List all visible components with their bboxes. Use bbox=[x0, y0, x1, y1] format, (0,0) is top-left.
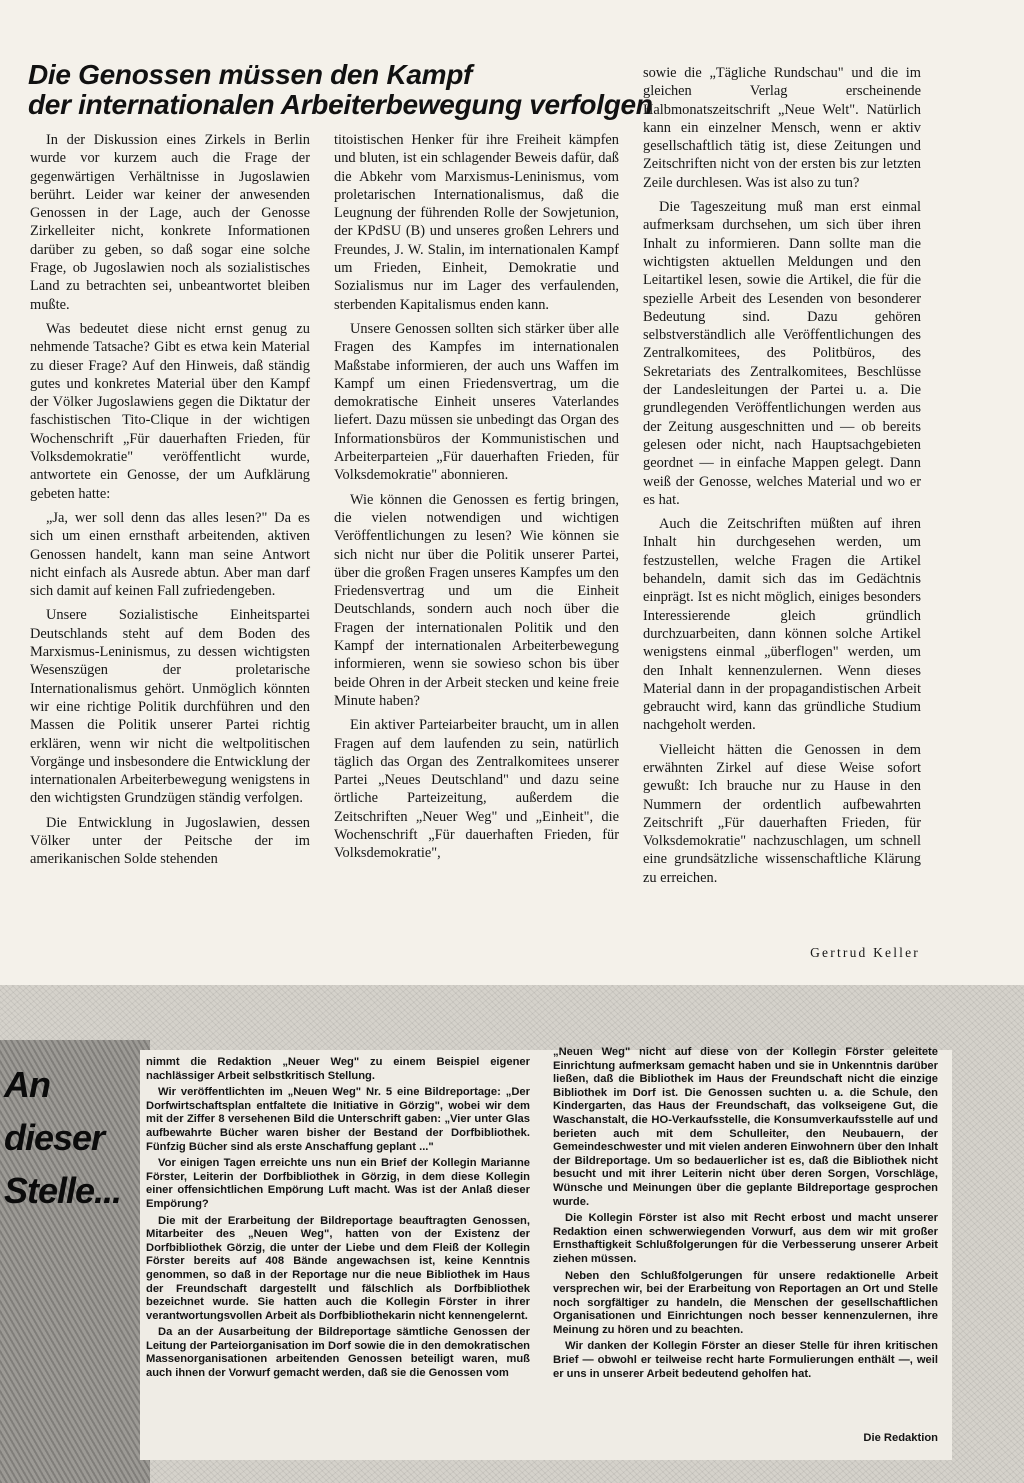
headline-line-1: Die Genossen müssen den Kampf bbox=[28, 59, 473, 90]
article-column-2 bbox=[334, 131, 619, 863]
paragraph: Auch die Zeitschriften müßten auf ihren Inhalt hin durchgesehen werden, um festzustellen, welche Fragen die Artikel behandeln, damit sich das im Gedächtnis einprägt. Ist es nicht möglich, einiges besonders Interessierende gleich gründlich durchzuarbeiten, dann können solche Artikel wenigstens einmal „überflogen" werden, um den Inhalt kennenzulernen. Wenn dieses Material dann in der propagandistischen Arbeit gebraucht wird, kann das gründliche Studium nachgeholt werden. bbox=[643, 516, 921, 734]
paragraph: „Ja, wer soll denn das alles lesen?" Da es sich um einen ernsthaft arbeitenden, aktiven Genossen handelt, kann man seine Antwort nicht einfach als Ausrede abtun. Aber man darf sich damit auf keinen Fall zufriedengeben. bbox=[30, 509, 310, 600]
paragraph: Vor einigen Tagen erreichte uns nun ein Brief der Kollegin Marianne Förster, Leiterin der Dorfbibliothek in Görzig, in dem diese Kollegin einer offensichtlichen Empörung Luft macht. Was ist der Anlaß dieser Empörung? bbox=[146, 1157, 530, 1210]
paragraph: Neben den Schlußfolgerungen für unsere redaktionelle Arbeit versprechen wir, bei der Erarbeitung von Reportagen an Ort und Stelle noch sorgfältiger zu handeln, die Menschen der gesellschaftlichen Organisationen und Einrichtungen noch besser kennenzulernen, ihre Meinung zu hören und zu beachten. bbox=[553, 1269, 938, 1336]
notice-label-line-3: Stelle... bbox=[4, 1170, 122, 1211]
author-byline: Gertrud Keller bbox=[810, 945, 920, 960]
notice-label bbox=[4, 1058, 154, 1217]
article-column-1 bbox=[30, 131, 310, 869]
paragraph: Die Tageszeitung muß man erst einmal aufmerksam durchsehen, um sich über ihren Inhalt zu informieren. Dann sollte man die wichtigsten aktuellen Meldungen und den Leitartikel lesen, sowie die Artikel, die für die spezielle Arbeit des Lesenden von besonderer Bedeutung sind. Dazu gehören selbstverständlich alle Veröffentlichungen des Zentralkomitees, des Politbüros, des Sekretariats des Zentralkomitees, Beschlüsse der Landesleitungen der Partei u. a. Die grundlegenden Veröffentlichungen werden aus der Zeitung ausgeschnitten und — ob bereits gelesen oder nicht, nach Hauptsachgebieten geordnet — in einfache Mappen gelegt. Dann weiß der Genosse, welches Material und wo er es hat. bbox=[643, 199, 921, 508]
notice-column-1 bbox=[146, 1056, 530, 1381]
paragraph: „Neuen Weg" nicht auf diese von der Kollegin Förster geleitete Einrichtung aufmerksam gemacht haben und sie in Unkenntnis darüber ließen, daß die Bibliothek im Haus der Freundschaft nicht die einzige Bibliothek im Dorf ist. Die Genossen suchten u. a. die Schule, den Kindergarten, das Haus der Freundschaft, das volkseigene Gut, die Waschanstalt, die HO-Verkaufsstelle, die Konsumverkaufsstelle auf und berieten auch mit dem Schulleiter, den Neubauern, der Gemeindeschwester und mit vielen anderen Einwohnern über den Inhalt der Bildreportage. Um so bedauerlicher ist es, daß die Bibliothek nicht besucht und mit ihrer Leiterin nicht über deren Sorgen, Vorschläge, Wünsche und Meinungen über die geplante Bildreportage gesprochen wurde. bbox=[553, 1046, 938, 1208]
paragraph: In der Diskussion eines Zirkels in Berlin wurde vor kurzem auch die Frage der gegenwärtigen Verhältnisse in Jugoslawien berührt. Leider war keiner der anwesenden Genossen in der Lage, auch der Genosse Zirkelleiter nicht, konkrete Informationen darüber zu geben, so daß sogar eine solche Frage, ob Jugoslawien noch als sozialistisches Land zu betrachten sei, unbeantwortet bleiben mußte. bbox=[30, 132, 310, 313]
paragraph: Was bedeutet diese nicht ernst genug zu nehmende Tatsache? Gibt es etwa kein Material zu dieser Frage? Auf den Hinweis, daß ständig gutes und konkretes Material über den Kampf der Völker Jugoslawiens gegen die Diktatur der faschistischen Tito-Clique in der wichtigen Wochenschrift „Für dauerhaften Frieden, für Volksdemokratie" veröffentlicht wurde, antwortete ein Genosse, der um Aufklärung gebeten hatte: bbox=[30, 320, 310, 502]
notice-label-line-1: An bbox=[4, 1064, 50, 1105]
paragraph: Die mit der Erarbeitung der Bildreportage beauftragten Genossen, Mitarbeiter des „Neuen Weg", hatten von der Existenz der Dorfbibliothek Görzig, die unter der Liebe und dem Fleiß der Kollegin Förster bereits auf 408 Bände angewachsen ist, keine Kenntnis genommen, so daß in der Reportage nur die neue Bibliothek im Haus der Freundschaft dargestellt und fälschlich als Dorfbibliothek bezeichnet wurde. Sie hatten auch die Kollegin Förster in ihrer verantwortungsvollen Arbeit als Dorfbibliothekarin nicht kennengelernt. bbox=[146, 1214, 530, 1322]
paragraph: Die Kollegin Förster ist also mit Recht erbost und macht unserer Redaktion einen schwerwiegenden Vorwurf, aus dem wir mit großer Ernsthaftigkeit Schlußfolgerungen für die Verbesserung unserer Arbeit ziehen müssen. bbox=[553, 1212, 938, 1265]
editorial-signature: Die Redaktion bbox=[863, 1432, 938, 1444]
paragraph: Unsere Sozialistische Einheitspartei Deutschlands steht auf dem Boden des Marxismus-Leninismus, zu dessen wichtigsten Wesenszügen der proletarische Internationalismus gehört. Unmöglich könnten wir eine richtige Politik durchführen und den Massen die Politik unserer Partei richtig erklären, wenn wir nicht die weltpolitischen Vorgänge und insbesondere die Entwicklung der internationalen Arbeiterbewegung wenigstens in den wichtigsten Grundzügen ständig verfolgen. bbox=[30, 607, 310, 807]
paragraph: Die Entwicklung in Jugoslawien, dessen Völker unter der Peitsche der im amerikanischen Solde stehenden bbox=[30, 814, 310, 868]
notice-column-2 bbox=[553, 1046, 938, 1381]
article-column-3 bbox=[643, 64, 921, 887]
paragraph: Wir veröffentlichten im „Neuen Weg" Nr. 5 eine Bildreportage: „Der Dorfwirtschaftsplan entfaltete die Initiative in Görzig", wobei wir dem mit der Ziffer 8 versehenen Bild die Unterschrift gaben: „Vier unter Glas aufbewahrte Bücher waren bisher der Bestand der Dorfbibliothek. Fünfzig Bücher sind als erste Anschaffung geplant ..." bbox=[146, 1086, 530, 1153]
paragraph: nimmt die Redaktion „Neuer Weg" zu einem Beispiel eigener nachlässiger Arbeit selbstkritisch Stellung. bbox=[146, 1056, 530, 1082]
headline-line-2: der internationalen Arbeiterbewegung verfolgen bbox=[28, 89, 653, 120]
paragraph: Ein aktiver Parteiarbeiter braucht, um in allen Fragen auf dem laufenden zu sein, natürlich täglich das Organ des Zentralkomitees unserer Partei „Neues Deutschland" und dazu seine örtliche Parteizeitung, außerdem die Zeitschriften „Neuer Weg" und „Einheit", die Wochenschrift „Für dauerhaften Frieden, für Volksdemokratie", bbox=[334, 717, 619, 862]
paragraph: Unsere Genossen sollten sich stärker über alle Fragen des Kampfes im internationalen Maßstabe informieren, der auch uns Waffen im Kampf um einen Friedensvertrag, um die demokratische Einheit unseres Vaterlandes liefert. Dazu müssen sie unbedingt das Organ des Informationsbüros der Kommunistischen und Arbeiterparteien „Für dauerhaften Frieden, für Volksdemokratie" abonnieren. bbox=[334, 320, 619, 484]
notice-label-line-2: dieser bbox=[4, 1117, 105, 1158]
paragraph: sowie die „Tägliche Rundschau" und die im gleichen Verlag erscheinende Halbmonatszeitschrift „Neue Welt". Natürlich kann ein einzelner Mensch, wenn er aktiv gesellschaftlich tätig ist, diese Zeitungen und Zeitschriften nicht von der ersten bis zur letzten Zeile durchlesen. Was ist also zu tun? bbox=[643, 65, 921, 191]
paragraph: titoistischen Henker für ihre Freiheit kämpfen und bluten, ist ein schlagender Beweis dafür, daß die Abkehr vom Marxismus-Leninismus, vom proletarischen Internationalismus, daß die Leugnung der führenden Rolle der Sowjetunion, der KPdSU (B) und unseres großen Lehrers und Freundes, J. W. Stalin, im internationalen Kampf um Frieden, Einheit, Demokratie und Sozialismus nur im Lager des verfaulenden, sterbenden Kapitalismus enden kann. bbox=[334, 132, 619, 313]
paragraph: Wir danken der Kollegin Förster an dieser Stelle für ihren kritischen Brief — obwohl er teilweise recht harte Formulierungen enthält —, weil er uns in unserer Arbeit bedeutend geholfen hat. bbox=[553, 1340, 938, 1380]
paragraph: Da an der Ausarbeitung der Bildreportage sämtliche Genossen der Leitung der Parteiorganisation im Dorf sowie die in den demokratischen Massenorganisationen arbeitenden Genossen beteiligt waren, muß auch ihnen der Vorwurf gemacht werden, daß sie die Genossen vom bbox=[146, 1326, 530, 1380]
paragraph: Wie können die Genossen es fertig bringen, die vielen notwendigen und wichtigen Veröffentlichungen zu lesen? Wie können sie sich nicht nur über die Politik unserer Partei, über die großen Fragen unseres Kampfes um den Friedensvertrag und um die Einheit Deutschlands, sondern auch noch über die Fragen der internationalen Politik und den Kampf der internationalen Arbeiterbewegung informieren, wenn sie sowieso schon bis über beide Ohren in der Arbeit stecken und keine freie Minute haben? bbox=[334, 491, 619, 709]
paragraph: Vielleicht hätten die Genossen in dem erwähnten Zirkel auf diese Weise sofort gewußt: Ich brauche nur zu Hause in den Nummern der ordentlich aufbewahrten Zeitschrift „Für dauerhaften Frieden, für Volksdemokratie" nachzuschlagen, um schnell eine grundsätzliche wissenschaftliche Klärung zu erreichen. bbox=[643, 741, 921, 886]
article-headline bbox=[28, 59, 653, 120]
